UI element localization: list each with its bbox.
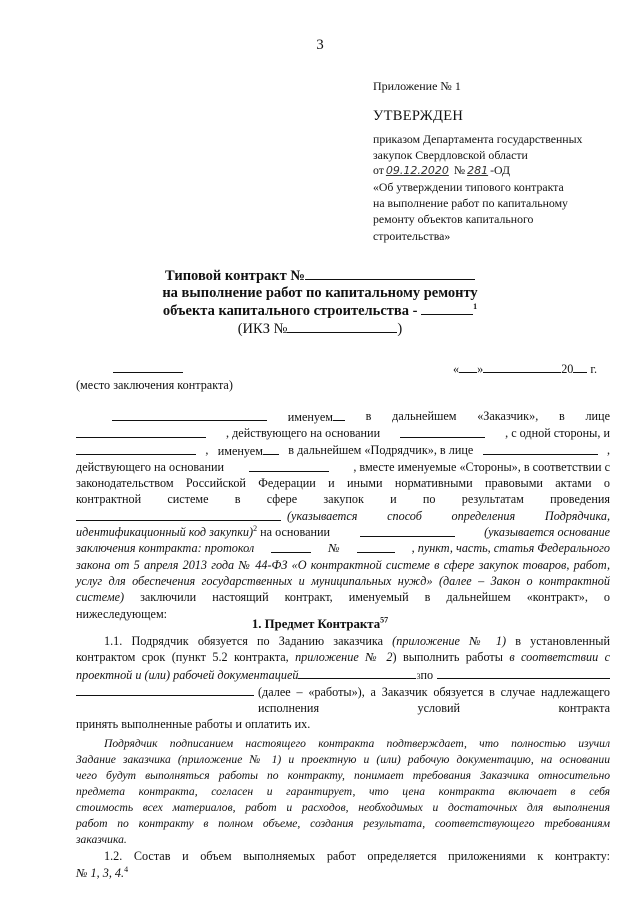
approval-about-line2: на выполнение работ по капитальному [373,196,568,211]
handwritten-number: 281 [467,164,489,177]
pre-l1-d: «Заказчик», [477,409,539,423]
p12-l2it: № 1, 3, 4. [76,865,125,880]
month-blank [483,360,561,373]
contractor-name-blank [76,442,196,455]
title-line1: Типовой контракт № [165,268,305,284]
section1-body: 1.1. Подрядчик обязуется по Заданию заказчика (приложение № 1) в установленный контрактом срок (пункт 5.2 контракта, приложение № 2) выполнить работы в соответствии с проектной и (или) рабочей документацией 3 по (далее – «работы»), а Заказчик обязуется в случае надлежащего исполнения условий контракта принять выполненные работы и оплатить их. Подрядчик подписанием настоящего контракта подтверждает, что полностью изучил Задание заказчика (приложение № 1) и проектную и (или) рабочую документацию, на основании чего будут выполняться работы по контракту, понимает требования Заказчика относительно предмета контракта, согласен и гарантирует, что цена контракта включает в себя стоимость всех материалов, работ и расходов, необходимых и достаточных для выполнения работ по контракту в полном объеме, создания результата, соответствующего требованиям заказчика. 1.2. Состав и объем выполняемых работ определяется приложениями к контракту: № 1, 3, 4.$^4$ [76,634,610,880]
pre-l12-it: системе) [76,590,125,605]
year-suffix: г. [587,362,598,376]
p11-l1it: (приложение № 1) [392,634,507,648]
footnote-ref-2: 2 [253,524,258,534]
approval-about-line3: ремонту объектов капитального [373,212,534,227]
procedure-blank [76,508,281,521]
approval-order-line2: закупок Свердловской области [373,148,528,163]
ikz-blank [287,320,397,333]
pre-l11: услуг для обеспечения государственных и муниципальных нужд» (далее – Закон о контрактной [76,573,610,588]
footnote-ref-57: 57 [380,615,389,625]
section1-title: 1. Предмет Контракта [251,617,381,631]
from-label: от [373,163,384,177]
customer-basis-blank [400,425,485,438]
handwritten-date: 09.12.2020 [385,164,449,177]
ack-l4: предмета контракта, согласен и гарантирует, что цена контракта включает в себя [76,785,610,799]
title-line3: объекта капитального строительства - [162,303,418,319]
p11-l2it: приложение № 2 [295,650,393,665]
docs-blank [298,666,416,679]
ack-l6: работ по контракту в полном объеме, создания результата, соответствующего требованиям [76,817,610,831]
ack-l7: заказчика. [76,833,127,847]
place-blank [113,360,183,373]
p11-l5: принять выполненные работы и оплатить их. [76,717,311,732]
pre-l5: законодательством Российской Федерации и иными нормативными правовыми актами о [76,476,610,491]
approval-order [373,131,623,163]
customer-name-blank [112,408,267,421]
approval-about-line1: «Об утверждении типового контракта [373,180,564,194]
year-prefix: 20 [561,362,574,376]
pre-l4-a: действующего на основании [76,459,225,474]
p11-l3it: проектной и (или) рабочей документацией [76,667,299,682]
approval-order-line1: приказом Департамента государственных [373,132,583,146]
pre-l3-c: в дальнейшем «Подрядчик», в лице [288,442,474,457]
approval-about-line4: строительства» [373,228,451,243]
pre-l1-e: в [558,409,565,423]
pre-l12-a: заключили настоящий контракт, именуемый в дальнейшем «контракт», о [124,590,610,605]
pre-l8-a: на основании [257,525,331,540]
basis-blank [360,524,455,537]
ack-l5: стоимость всех материалов, работ и расходов, необходимых и достаточных для выполнения [76,801,610,815]
pre-l4-b: , вместе именуемые «Стороны», в соответствии с [353,459,610,474]
approval-number-line [373,163,510,178]
ack-l1: Подрядчик подписанием настоящего контракта подтверждает, что полностью изучил [104,736,610,750]
pre-l1-f: лице [585,409,610,423]
p12-l1: 1.2. Состав и объем выполняемых работ определяется приложениями к контракту: [104,849,610,864]
date-quote-close: » [477,362,484,376]
pre-l6: контрактной системе в сфере закупок и по результатам проведения [76,492,610,507]
date-quote-open: « [453,362,460,376]
title-line2: на выполнение работ по капитальному ремонту [162,285,478,301]
contractor-rep-blank [483,442,598,455]
p11-l3a: по [420,667,434,682]
approval-about [373,179,628,244]
footnote-ref-4: 4 [124,864,129,874]
work-name-blank [437,666,610,679]
pre-l3-a: , [205,442,209,457]
contractor-acknowledgement [76,736,610,849]
p11-l2b: ) выполнить работы [392,650,510,665]
contractor-basis-blank [249,459,329,472]
pre-l9-it2: № [328,541,340,556]
protocol-number-blank [357,540,395,553]
p11-l4a: (далее – «работы»), а Заказчик обязуется в случае надлежащего исполнения условий контракта [258,684,610,716]
pre-l2-a: , действующего на основании [226,426,381,441]
place-label: (место заключения контракта) [76,378,233,392]
pre-l3-blank [263,442,279,455]
pre-l3-d: , [606,442,610,457]
place-blank-row [113,360,183,377]
preamble [76,408,610,622]
pre-l9-it: заключения контракта: протокол [76,541,255,556]
contract-title [60,267,580,338]
p11-l2it2: в соответствии с [509,650,610,665]
title-ikz: (ИКЗ № [237,321,288,337]
pre-l10: закона от 5 апреля 2013 года № 44-ФЗ «О контрактной системе в сфере закупок товаров, работ, [76,557,610,572]
page-number: 3 [316,37,324,53]
approval-heading: УТВЕРЖДЕН [373,108,464,124]
work-name-blank-2 [76,683,254,696]
footnote-ref-1: 1 [473,302,478,312]
pre-l8-it2: (указывается основание [484,525,610,540]
pre-l2-b: , с одной стороны, и [505,426,610,441]
customer-rep-blank [76,425,206,438]
ack-l2: Задание заказчика (приложение № 1) и проектную и (или) рабочую документацию, на основании [76,752,610,766]
pre-l1-b: в [365,409,372,423]
pre-l13: нижеследующем: [76,606,168,621]
pre-l7: (указывается способ определения Подрядчика, [287,508,610,523]
number-label: № [453,163,466,177]
pre-l1-a: именуем [287,410,333,424]
pre-l1-blank [333,408,345,421]
pre-l1-c: дальнейшем [392,409,457,423]
section1-heading [60,617,580,632]
appendix-label: Приложение № 1 [373,79,461,93]
date-line [453,360,597,377]
pre-l3-b: именуем [217,443,263,458]
number-suffix: -ОД [490,163,511,177]
scan-footer-artifact [0,893,640,905]
ack-l3: чего будут выполняться работы по контракту, понимает требования Заказчика относительно [76,768,610,782]
title-ikz-close: ) [397,321,403,337]
p11-l1a: 1.1. Подрядчик обязуется по Заданию заказчика [104,634,393,648]
protocol-date-blank [271,540,311,553]
p11-l2a: контрактом срок (пункт 5.2 контракта, [76,650,296,665]
object-name-blank [421,302,473,315]
day-blank [459,360,477,373]
year-blank [573,360,587,373]
contract-number-blank [305,267,475,280]
pre-l9-it3: , пункт, часть, статья Федерального [411,541,610,556]
p11-l1b: в установленный [506,634,610,648]
pre-l8-it: идентификационный код закупки) [76,525,254,540]
